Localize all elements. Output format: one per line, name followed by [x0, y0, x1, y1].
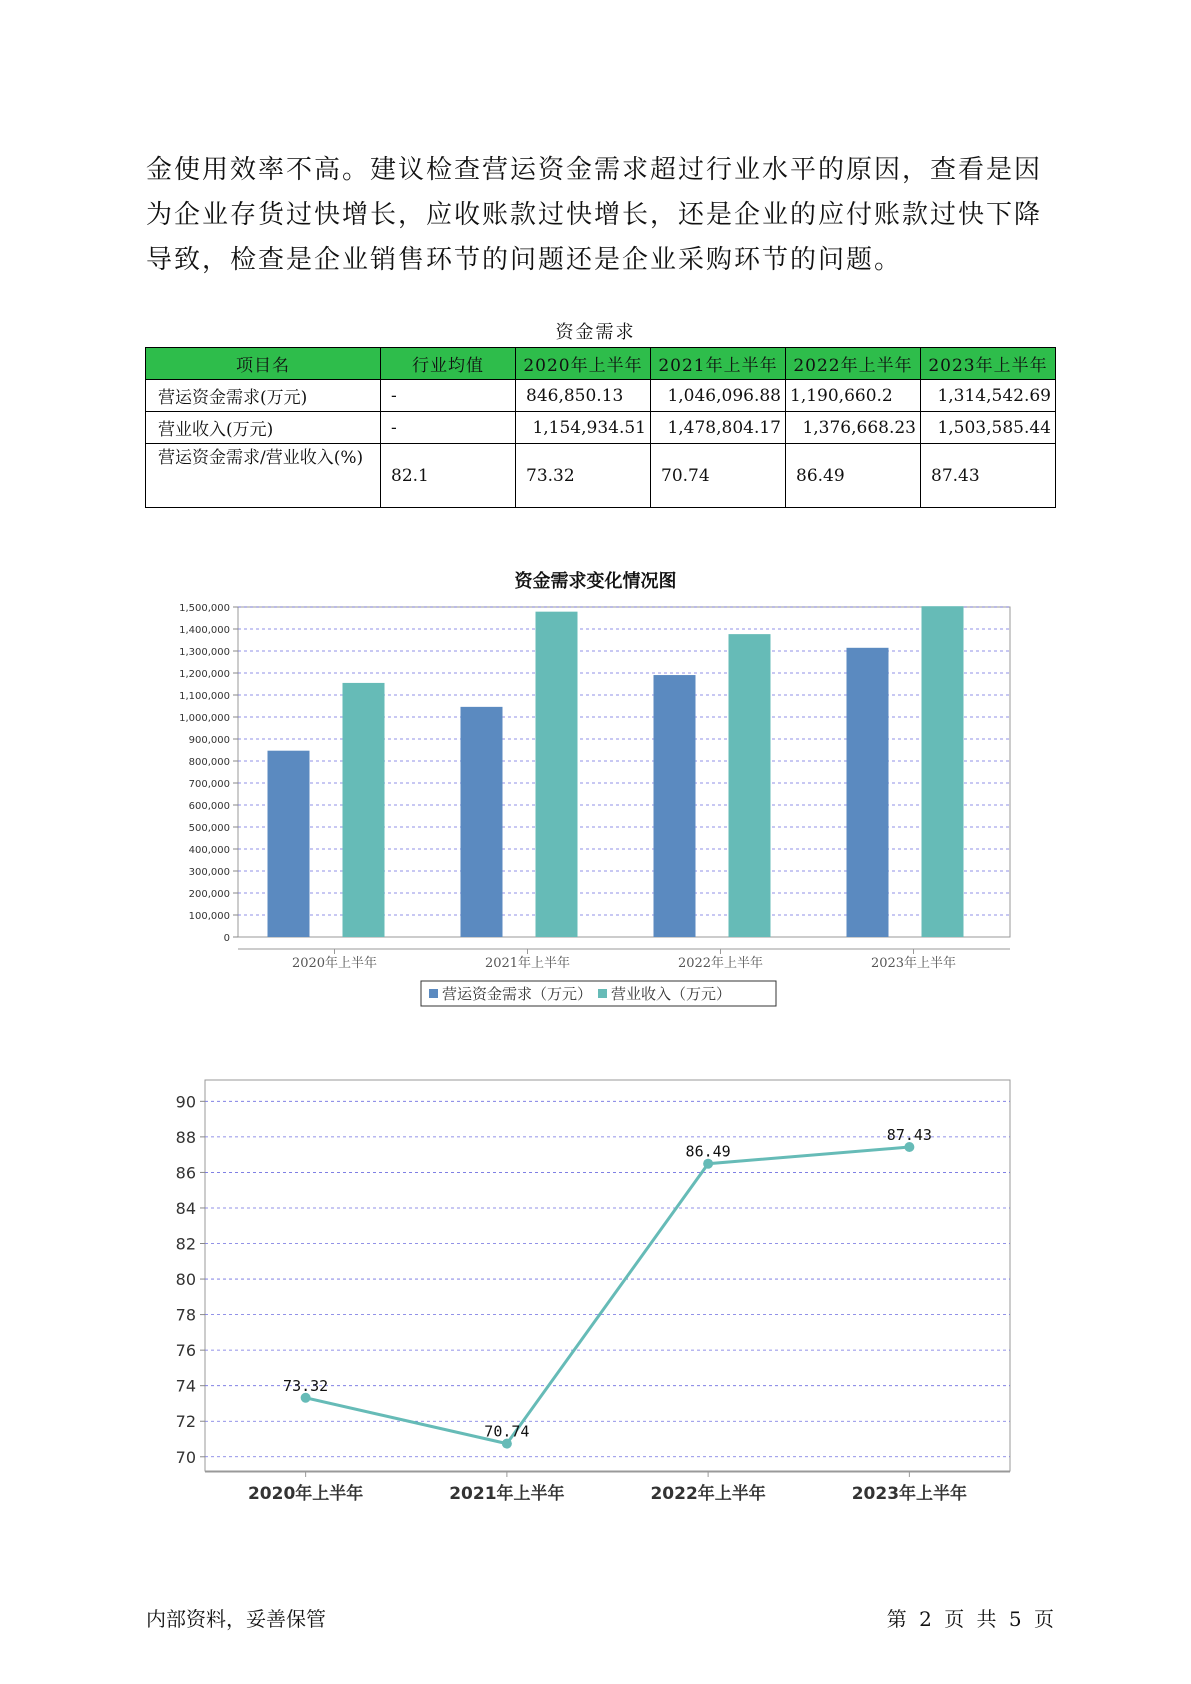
y-tick-label: 90: [175, 1092, 196, 1112]
table-cell: 1,314,542.69: [921, 380, 1056, 412]
y-tick-label: 1,000,000: [179, 713, 230, 724]
legend-label: 营运资金需求（万元）: [442, 985, 593, 1003]
table-cell: 82.1: [381, 444, 516, 508]
y-tick-label: 80: [175, 1270, 196, 1290]
x-tick-label: 2020年上半年: [247, 1484, 364, 1504]
y-tick-label: 76: [175, 1341, 196, 1361]
bar-chart-title: 资金需求变化情况图: [514, 571, 677, 592]
y-tick-label: 400,000: [188, 845, 230, 856]
y-tick-label: 1,300,000: [179, 647, 230, 658]
y-tick-label: 200,000: [188, 889, 230, 900]
table-cell: 73.32: [516, 444, 651, 508]
footer-page-number: 第 2 页 共 5 页: [886, 1607, 1054, 1631]
paragraph-line: 导致，检查是企业销售环节的问题还是企业采购环节的问题。: [146, 245, 903, 275]
table-cell: 846,850.13: [516, 380, 651, 412]
table-cell: 1,478,804.17: [651, 412, 786, 444]
x-tick-label: 2023年上半年: [851, 1484, 968, 1504]
paragraph-line: 为企业存货过快增长，应收账款过快增长，还是企业的应付账款过快下降: [146, 200, 1043, 230]
y-tick-label: 600,000: [188, 801, 230, 812]
paragraph-line: 金使用效率不高。建议检查营运资金需求超过行业水平的原因，查看是因: [146, 155, 1043, 185]
table-cell: 营运资金需求/营业收入(%): [146, 444, 381, 508]
table-header: 2020年上半年: [516, 348, 651, 380]
table-header: 2023年上半年: [921, 348, 1056, 380]
table-header: 2021年上半年: [651, 348, 786, 380]
footer-confidential: 内部资料，妥善保管: [146, 1607, 326, 1631]
data-label: 70.74: [484, 1422, 530, 1441]
y-tick-label: 900,000: [188, 735, 230, 746]
y-tick-label: 1,100,000: [179, 691, 230, 702]
y-tick-label: 500,000: [188, 823, 230, 834]
table-header: 行业均值: [381, 348, 516, 380]
table-cell: -: [381, 380, 516, 412]
legend-label: 营业收入（万元）: [611, 985, 732, 1003]
x-tick-label: 2021年上半年: [449, 1484, 565, 1504]
table-cell: 86.49: [786, 444, 921, 508]
table-cell: 70.74: [651, 444, 786, 508]
table-cell: 1,376,668.23: [786, 412, 921, 444]
data-label: 73.32: [283, 1376, 329, 1395]
table-cell: 1,503,585.44: [921, 412, 1056, 444]
y-tick-label: 86: [175, 1163, 196, 1183]
y-tick-label: 78: [175, 1305, 196, 1325]
x-tick-label: 2022年上半年: [677, 956, 764, 971]
y-tick-label: 70: [175, 1447, 196, 1467]
table-cell: 1,154,934.51: [516, 412, 651, 444]
y-tick-label: 72: [175, 1412, 196, 1432]
y-tick-label: 1,500,000: [179, 603, 230, 614]
y-tick-label: 88: [175, 1127, 196, 1147]
x-tick-label: 2023年上半年: [870, 956, 957, 971]
table-cell: 营运资金需求(万元): [146, 380, 381, 412]
table-cell: 87.43: [921, 444, 1056, 508]
table-cell: 1,190,660.2: [786, 380, 921, 412]
y-tick-label: 1,200,000: [179, 669, 230, 680]
table-caption: 资金需求: [555, 322, 636, 343]
y-tick-label: 74: [175, 1376, 196, 1396]
y-tick-label: 100,000: [188, 911, 230, 922]
x-tick-label: 2020年上半年: [291, 956, 378, 971]
table-header: 项目名: [146, 348, 381, 380]
data-label: 87.43: [886, 1126, 932, 1145]
table-cell: 1,046,096.88: [651, 380, 786, 412]
x-tick-label: 2022年上半年: [650, 1484, 766, 1504]
table-cell: -: [381, 412, 516, 444]
x-tick-label: 2021年上半年: [484, 956, 571, 971]
y-tick-label: 0: [223, 933, 230, 944]
y-tick-label: 1,400,000: [179, 625, 230, 636]
data-label: 86.49: [685, 1142, 731, 1161]
y-tick-label: 700,000: [188, 779, 230, 790]
y-tick-label: 800,000: [188, 757, 230, 768]
y-tick-label: 82: [175, 1234, 196, 1254]
y-tick-label: 300,000: [188, 867, 230, 878]
table-header: 2022年上半年: [786, 348, 921, 380]
table-cell: 营业收入(万元): [146, 412, 381, 444]
y-tick-label: 84: [175, 1198, 196, 1218]
